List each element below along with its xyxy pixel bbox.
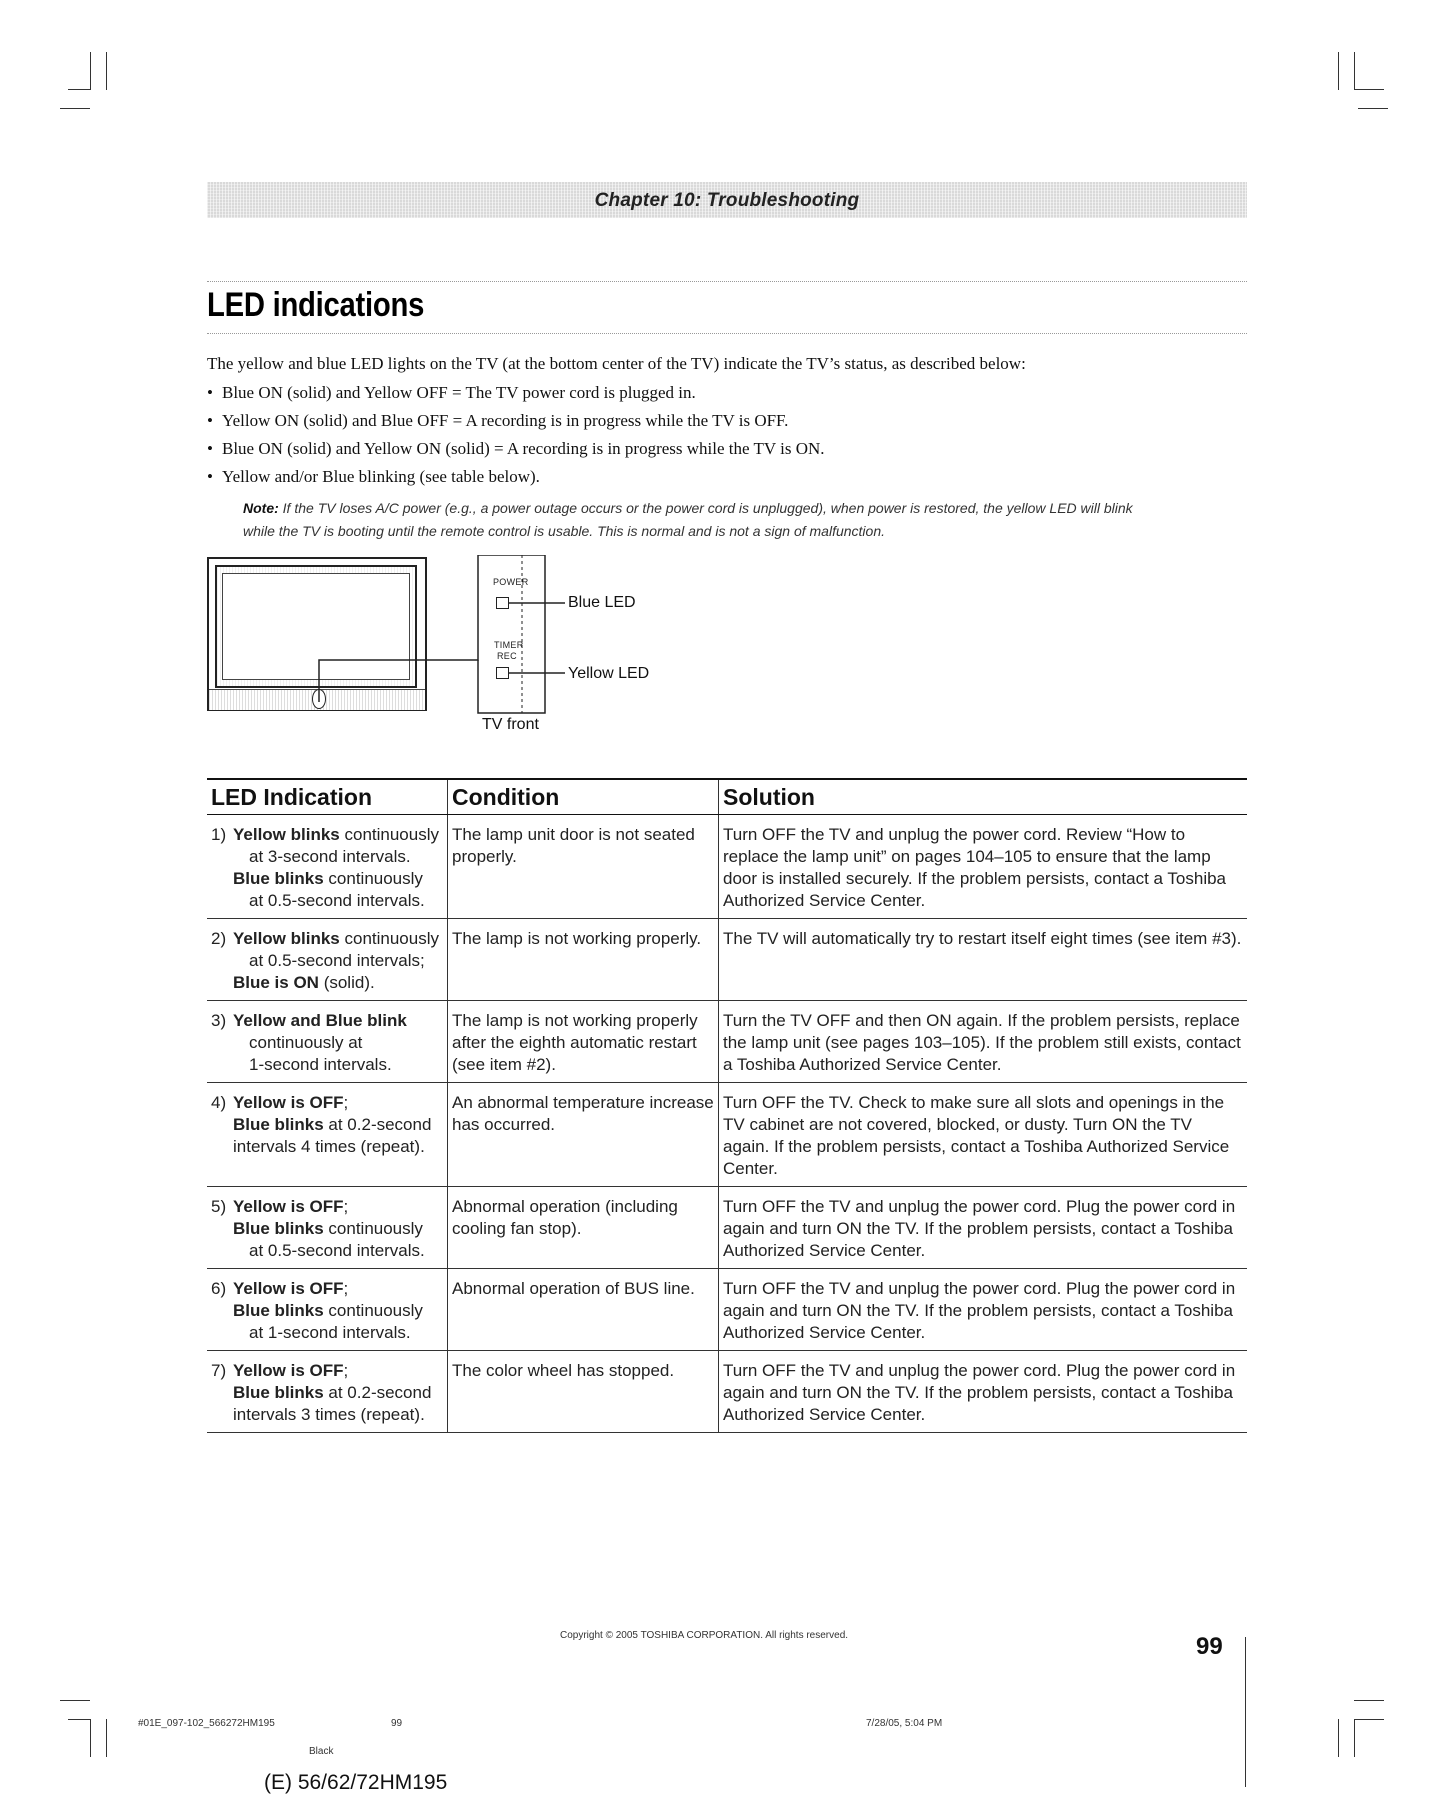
header-led-indication: LED Indication (207, 779, 448, 815)
crop-mark (1358, 108, 1388, 109)
crop-mark (106, 52, 107, 90)
crop-mark (1354, 1719, 1384, 1720)
bullet-text: Blue ON (solid) and Yellow ON (solid) = A recording is in progress while the TV is ON. (222, 439, 825, 458)
crop-mark (1354, 89, 1384, 90)
crop-mark (1354, 1700, 1384, 1701)
crop-mark (68, 1719, 90, 1720)
power-label: POWER (493, 577, 529, 587)
crop-mark (68, 89, 90, 90)
page-title: LED indications (207, 286, 425, 324)
solution-cell: Turn OFF the TV and unplug the power cord. Review “How to replace the lamp unit” on pages 104–105 to ensure that the lamp door is installed securely. If the problem persists, contact a Toshiba Authorized Service Center. (719, 815, 1248, 919)
bullet-item: • Yellow ON (solid) and Blue OFF = A recording is in progress while the TV is OFF. (207, 411, 789, 430)
timer-label: TIMER (494, 640, 524, 650)
color-plate-label: Black (309, 1746, 334, 1757)
chapter-banner (207, 182, 1247, 218)
led-indication-cell: 5) Yellow is OFF; Blue blinks continuously at 0.5-second intervals. (207, 1187, 448, 1269)
note-line-1: If the TV loses A/C power (e.g., a power outage occurs or the power cord is unplugged), when power is restored, the yellow LED will blink (282, 500, 1133, 516)
table-row (207, 1351, 1247, 1433)
bullet-text: Yellow ON (solid) and Blue OFF = A recording is in progress while the TV is OFF. (222, 411, 789, 430)
solution-cell: Turn OFF the TV. Check to make sure all slots and openings in the TV cabinet are not covered, blocked, or dusty. Turn ON the TV again. If the problem persists, contact a Toshiba Authorized Service Center. (719, 1083, 1248, 1187)
crop-mark (60, 1700, 90, 1701)
led-indication-cell: 6) Yellow is OFF; Blue blinks continuously at 1-second intervals. (207, 1269, 448, 1351)
bullet-item: • Blue ON (solid) and Yellow ON (solid) = A recording is in progress while the TV is ON. (207, 439, 825, 458)
solution-cell: The TV will automatically try to restart itself eight times (see item #3). (719, 919, 1248, 1001)
condition-cell: Abnormal operation (including cooling fan stop). (448, 1187, 719, 1269)
bullet-text: Blue ON (solid) and Yellow OFF = The TV power cord is plugged in. (222, 383, 696, 402)
chapter-title: Chapter 10: Troubleshooting (594, 190, 860, 211)
table-row (207, 1083, 1247, 1187)
bullet-item: • Blue ON (solid) and Yellow OFF = The TV power cord is plugged in. (207, 383, 696, 402)
crop-mark (1338, 1719, 1339, 1757)
model-number: (E) 56/62/72HM195 (264, 1771, 448, 1794)
crop-mark (90, 1719, 91, 1757)
intro-text: The yellow and blue LED lights on the TV (at the bottom center of the TV) indicate the TV’s status, as described below: (207, 354, 1026, 373)
led-indication-table (207, 778, 1247, 1433)
yellow-led-label: Yellow LED (568, 665, 650, 682)
table-header-row (207, 779, 1247, 815)
rec-label: REC (497, 651, 517, 661)
header-condition: Condition (448, 779, 719, 815)
note-label: Note: (243, 500, 279, 516)
copyright-notice: Copyright © 2005 TOSHIBA CORPORATION. All rights reserved. (560, 1630, 849, 1641)
solution-cell: Turn the TV OFF and then ON again. If the problem persists, replace the lamp unit (see pages 103–105). If the problem still exists, contact a Toshiba Authorized Service Center. (719, 1001, 1248, 1083)
yellow-led-icon (496, 667, 509, 679)
solution-cell: Turn OFF the TV and unplug the power cord. Plug the power cord in again and turn ON the TV. If the problem persists, contact a Toshiba Authorized Service Center. (719, 1351, 1248, 1433)
title-rule-bottom (207, 333, 1247, 334)
condition-cell: The lamp is not working properly after the eighth automatic restart (see item #2). (448, 1001, 719, 1083)
condition-cell: An abnormal temperature increase has occurred. (448, 1083, 719, 1187)
crop-mark (1354, 1719, 1355, 1757)
led-indication-cell: 2) Yellow blinks continuously at 0.5-second intervals; Blue is ON (solid). (207, 919, 448, 1001)
page-edge-rule (1245, 1637, 1246, 1787)
led-indication-cell: 3) Yellow and Blue blink continuously at 1-second intervals. (207, 1001, 448, 1083)
crop-mark (1338, 52, 1339, 90)
condition-cell: Abnormal operation of BUS line. (448, 1269, 719, 1351)
crop-mark (1354, 52, 1355, 90)
print-date: 7/28/05, 5:04 PM (866, 1718, 943, 1729)
condition-cell: The lamp is not working properly. (448, 919, 719, 1001)
note-line-2: while the TV is booting until the remote control is usable. This is normal and is not a sign of malfunction. (243, 523, 885, 539)
note (243, 497, 1243, 543)
title-rule-top (207, 281, 1247, 282)
crop-mark (90, 52, 91, 90)
page-number: 99 (1196, 1633, 1223, 1660)
file-code: #01E_097-102_566272HM195 (138, 1718, 275, 1729)
table-row (207, 815, 1247, 919)
header-solution: Solution (719, 779, 1248, 815)
solution-cell: Turn OFF the TV and unplug the power cord. Plug the power cord in again and turn ON the TV. If the problem persists, contact a Toshiba Authorized Service Center. (719, 1187, 1248, 1269)
blue-led-label: Blue LED (568, 594, 636, 611)
led-indication-cell: 4) Yellow is OFF; Blue blinks at 0.2-second intervals 4 times (repeat). (207, 1083, 448, 1187)
condition-cell: The color wheel has stopped. (448, 1351, 719, 1433)
solution-cell: Turn OFF the TV and unplug the power cord. Plug the power cord in again and turn ON the TV. If the problem persists, contact a Toshiba Authorized Service Center. (719, 1269, 1248, 1351)
crop-mark (106, 1719, 107, 1757)
blue-led-icon (496, 597, 509, 609)
led-indication-cell: 1) Yellow blinks continuously at 3-second intervals. Blue blinks continuously at 0.5-second intervals. (207, 815, 448, 919)
bullet-item: • Yellow and/or Blue blinking (see table below). (207, 467, 540, 486)
condition-cell: The lamp unit door is not seated properly. (448, 815, 719, 919)
file-page: 99 (391, 1718, 403, 1729)
table-row (207, 1001, 1247, 1083)
diagram-lines (300, 555, 590, 715)
table-row (207, 919, 1247, 1001)
tv-front-label: TV front (482, 716, 539, 733)
bullet-text: Yellow and/or Blue blinking (see table below). (222, 467, 540, 486)
table-row (207, 1187, 1247, 1269)
table-row (207, 1269, 1247, 1351)
led-indication-cell: 7) Yellow is OFF; Blue blinks at 0.2-second intervals 3 times (repeat). (207, 1351, 448, 1433)
crop-mark (60, 108, 90, 109)
